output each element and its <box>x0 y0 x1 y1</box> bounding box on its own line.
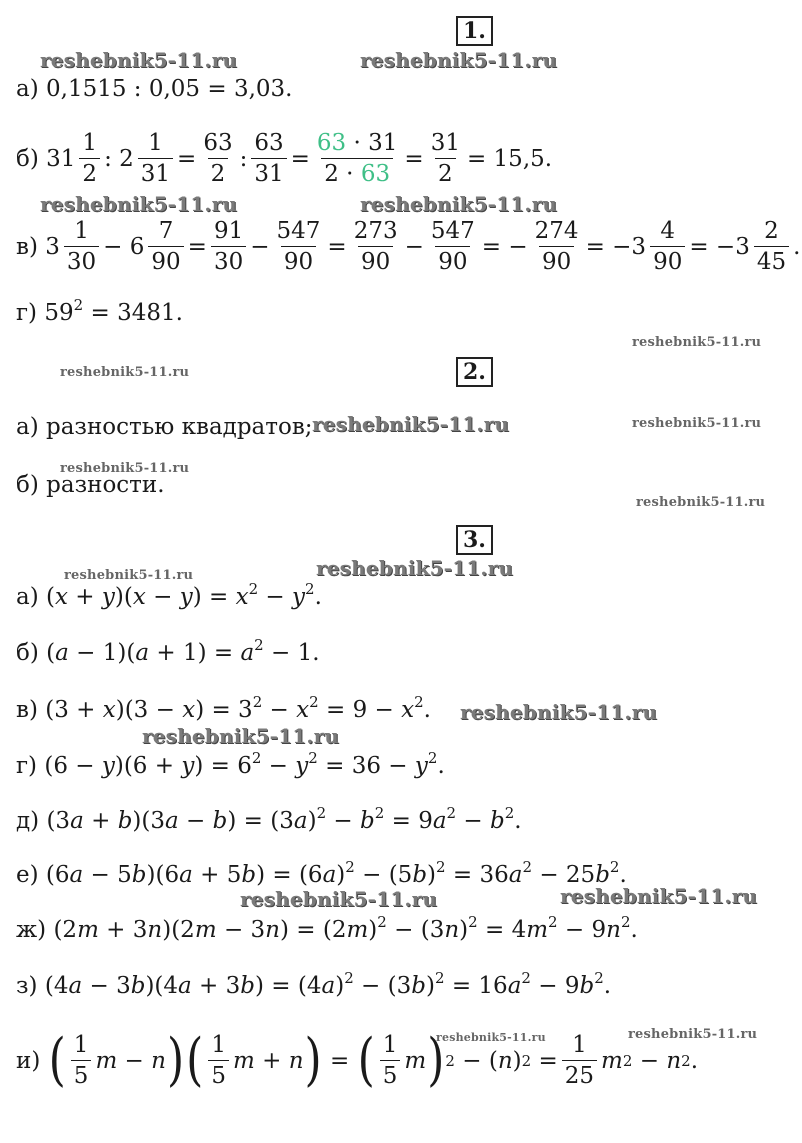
result: = 15,5. <box>466 145 553 172</box>
fraction: $\frac{4}{90}$ <box>650 216 685 277</box>
watermark: reshebnik5-11.ru <box>636 495 766 510</box>
fraction: $\frac{91}{30}$ <box>211 216 246 277</box>
fraction: $\frac{1}{5}$ <box>208 1030 229 1091</box>
mixed-whole: 31 <box>46 145 76 172</box>
operator: − <box>404 233 424 260</box>
item-label: в) <box>16 233 38 260</box>
fraction: $\frac{63}{31}$ <box>251 128 286 189</box>
fraction: $\frac{1}{30}$ <box>64 216 99 277</box>
item-label: г) <box>16 753 38 779</box>
watermark: reshebnik5-11.ru <box>360 48 558 72</box>
formula: $(3 + x)(3 - x) = 3^2 - x^2 = 9 - x^2$. <box>45 693 431 723</box>
fraction: $\frac{274}{90}$ <box>534 218 579 275</box>
base: 59 <box>44 300 74 326</box>
mixed-whole: 3 <box>45 233 60 260</box>
exponent: 2 <box>73 296 84 314</box>
watermark: reshebnik5-11.ru <box>64 568 194 583</box>
mixed-whole: 2 <box>119 145 134 172</box>
problem-1g <box>16 298 183 328</box>
problem-3e <box>16 860 627 890</box>
item-label: а) <box>16 76 39 102</box>
formula: $(a - 1)(a + 1) = a^2 - 1$. <box>46 636 320 666</box>
watermark: reshebnik5-11.ru <box>240 887 438 911</box>
watermark: reshebnik5-11.ru <box>40 192 238 216</box>
watermark: reshebnik5-11.ru <box>632 416 762 431</box>
operator: = <box>327 233 347 260</box>
item-label: б) <box>16 472 39 498</box>
problem-1b <box>16 128 552 189</box>
problem-1a <box>16 74 292 104</box>
problem-3zh <box>16 915 638 945</box>
fraction: $\frac{63}{2}$ <box>203 130 233 187</box>
item-text: разности. <box>46 472 165 498</box>
fraction: $\frac{1}{2}$ <box>79 128 100 189</box>
watermark: reshebnik5-11.ru <box>560 884 758 908</box>
formula: $(6a - 5b)(6a + 5b) = (6a)^2 - (5b)^2 = 36a^2 - 25b^2$. <box>45 858 627 888</box>
item-label: б) <box>16 640 39 666</box>
watermark: reshebnik5-11.ru <box>628 1027 758 1042</box>
fraction-cancel: $\frac{63 \cdot 31}{2 \cdot 63}$ <box>316 130 398 187</box>
operator: = − <box>481 233 528 260</box>
watermark: reshebnik5-11.ru <box>60 365 190 380</box>
problem-3d <box>16 806 522 836</box>
watermark: reshebnik5-11.ru <box>360 192 558 216</box>
item-text: разностью квадратов; <box>46 414 313 440</box>
operator: = <box>187 233 207 260</box>
problem-3b <box>16 638 320 668</box>
mixed-whole: 6 <box>129 233 145 260</box>
formula: $(4a - 3b)(4a + 3b) = (4a)^2 - (3b)^2 = 16a^2 - 9b^2$. <box>44 969 612 999</box>
problem-3a <box>16 582 322 612</box>
item-label: а) <box>16 584 39 610</box>
operator: = −3 <box>689 233 750 260</box>
formula: $(2m + 3n)(2m - 3n) = (2m)^2 - (3n)^2 = 4m^2 - 9n^2$. <box>53 913 638 943</box>
operator: = −3 <box>585 233 647 260</box>
problem-1v <box>16 216 800 277</box>
item-label: з) <box>16 973 38 999</box>
fraction: $\frac{1}{31}$ <box>138 128 173 189</box>
fraction: $\frac{273}{90}$ <box>353 218 398 275</box>
formula: $(3a + b)(3a - b) = (3a)^2 - b^2 = 9a^2 - b^2$. <box>46 804 522 834</box>
fraction: $\frac{1}{5}$ <box>71 1030 92 1091</box>
problem-3z <box>16 971 611 1001</box>
problem-3g <box>16 751 445 781</box>
operator: = <box>290 145 310 172</box>
watermark: reshebnik5-11.ru <box>312 412 510 436</box>
fraction: $\frac{547}{90}$ <box>430 218 475 275</box>
fraction: $\frac{547}{90}$ <box>276 218 321 275</box>
formula: $(x + y)(x - y) = x^2 - y^2$. <box>46 580 322 610</box>
watermark: reshebnik5-11.ru <box>316 556 514 580</box>
watermark: reshebnik5-11.ru <box>632 335 762 350</box>
item-label: а) <box>16 414 39 440</box>
watermark: reshebnik5-11.ru <box>60 461 190 476</box>
result: = 3481. <box>90 300 183 326</box>
item-label: г) <box>16 300 38 326</box>
formula: $(6 - y)(6 + y) = 6^2 - y^2 = 36 - y^2$. <box>44 749 445 779</box>
item-label: и) <box>16 1047 41 1074</box>
item-label: б) <box>16 145 39 172</box>
fraction: $\frac{31}{2}$ <box>430 130 460 187</box>
watermark: reshebnik5-11.ru <box>460 700 658 724</box>
item-label: ж) <box>16 917 47 943</box>
item-text: 0,1515 : 0,05 = 3,03. <box>46 76 293 102</box>
section-number-1: 1. <box>456 16 493 46</box>
fraction: $\frac{1}{5}$ <box>380 1030 401 1091</box>
watermark: reshebnik5-11.ru <box>436 1031 546 1044</box>
item-label: е) <box>16 862 39 888</box>
operator: : <box>104 145 112 172</box>
cancelled-factor: 63 <box>316 130 347 156</box>
operator: : <box>239 145 248 172</box>
operator: − <box>103 233 123 260</box>
fraction: $\frac{7}{90}$ <box>148 216 183 277</box>
watermark: reshebnik5-11.ru <box>40 48 238 72</box>
item-label: в) <box>16 697 38 723</box>
operator: = <box>404 145 424 172</box>
problem-3i: и) ( $\frac{1}{5}$ m − n ) ( $\frac{1}{5}$ m + n ) = ( $\frac{1}{5}$ m ) 2 − ( n ) 2 = $\frac{1}{25}$ m 2 − n 2 . <box>16 1026 698 1093</box>
fraction: $\frac{2}{45}$ <box>754 216 789 277</box>
problem-3v <box>16 695 431 725</box>
fraction: $\frac{1}{25}$ <box>562 1030 597 1091</box>
section-number-2: 2. <box>456 357 493 387</box>
operator: = <box>177 145 197 172</box>
section-number-3: 3. <box>456 525 493 555</box>
item-label: д) <box>16 808 40 834</box>
problem-2a <box>16 412 313 442</box>
operator: − <box>250 233 270 260</box>
operator: . <box>793 233 801 260</box>
cancelled-factor: 63 <box>360 161 391 187</box>
watermark: reshebnik5-11.ru <box>142 724 340 748</box>
